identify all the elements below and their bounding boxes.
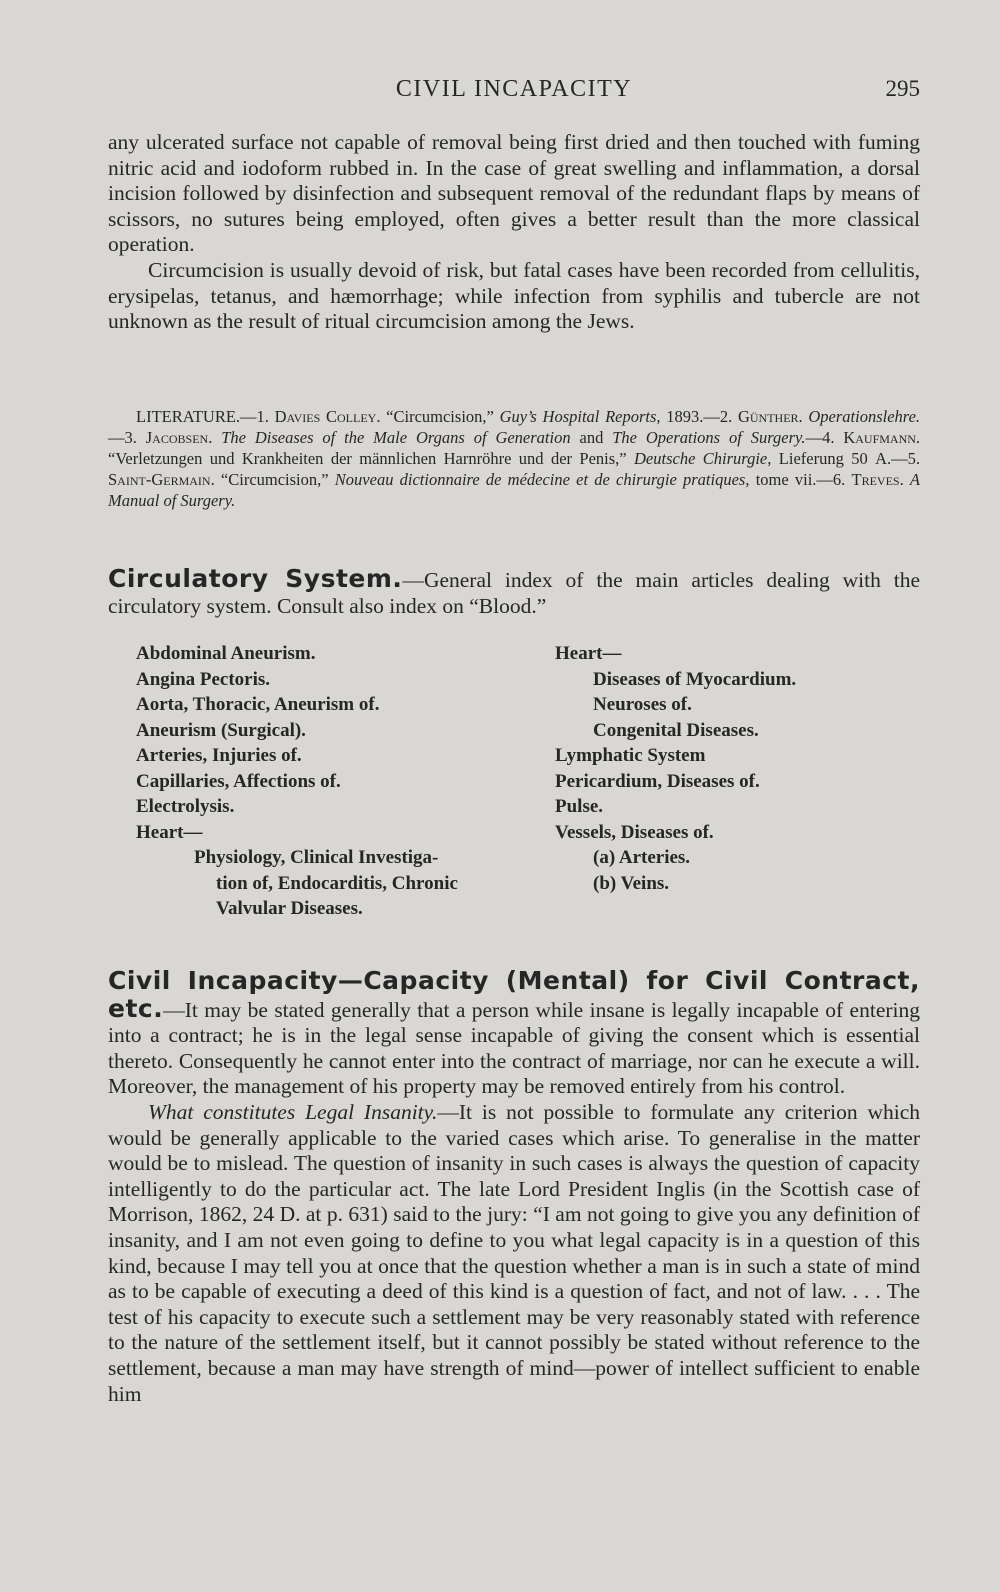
- section-intro-text: —General index of the main articles dealing with the circulatory system. Consult also index on “Blood.”: [108, 568, 920, 618]
- civil-incapacity-section: [108, 968, 920, 1407]
- author: Kaufmann.: [843, 428, 921, 447]
- journal-title: The Diseases of the Male Organs of Generation: [221, 428, 571, 447]
- journal-title: Deutsche Chirurgie,: [634, 449, 772, 468]
- reference-text: —3.: [108, 428, 137, 447]
- reference-text: “Circumcision,”: [220, 470, 329, 489]
- subsection-heading: What constitutes Legal Insanity.: [148, 1099, 438, 1124]
- index-item: Vessels, Diseases of.: [555, 821, 714, 843]
- reference-text: A.: [875, 449, 892, 468]
- running-title: CIVIL INCAPACITY: [395, 76, 633, 102]
- reference-text: —5.: [891, 449, 921, 468]
- circulatory-intro: [108, 566, 920, 619]
- index-item: Capillaries, Affections of.: [136, 770, 341, 792]
- journal-title: Guy’s Hospital Reports,: [499, 407, 661, 426]
- literature-label: LITERATURE.—1.: [136, 407, 269, 426]
- reference-text: “Verletzungen und Krankheiten der männlichen Harnröhre und der Penis,”: [108, 449, 627, 468]
- journal-title: The Operations of Surgery.: [612, 428, 806, 447]
- author: Treves.: [851, 470, 904, 489]
- reference-text: 1893.—2.: [666, 407, 733, 426]
- page-number: 295: [885, 76, 920, 101]
- reference-text: “Circumcision,”: [386, 407, 494, 426]
- index-subitem: Congenital Diseases.: [593, 719, 759, 741]
- index-item: Arteries, Injuries of.: [136, 745, 302, 766]
- circulatory-index-right: [555, 641, 796, 896]
- running-head: [108, 76, 920, 110]
- section-heading: Civil Incapacity—Capacity (Mental) for Civil Contract, etc.: [108, 966, 920, 1023]
- paragraph: —It may be stated generally that a person while insane is legally incapable of entering into a contract; he is in the legal sense incapable of giving the consent which is essential thereto. Consequently he cannot enter into the contract of marriage, nor can he execute a will. Moreover, the management of his property may be removed entirely from his control.: [108, 997, 920, 1099]
- literature-references: [108, 406, 920, 511]
- index-subitem: Neuroses of.: [593, 694, 692, 715]
- index-item: Pericardium, Diseases of.: [555, 770, 760, 792]
- circumcision-text: [108, 130, 920, 335]
- index-subitem: (a) Arteries.: [593, 847, 691, 868]
- author: Günther.: [737, 407, 803, 426]
- index-item: Abdominal Aneurism.: [136, 643, 316, 664]
- author: Jacobsen.: [145, 428, 213, 447]
- index-item: Aneurism (Surgical).: [136, 719, 306, 741]
- index-item: Pulse.: [555, 796, 604, 817]
- author: Davies Colley.: [274, 407, 381, 426]
- index-subitem: Diseases of Myocardium.: [593, 668, 797, 690]
- paragraph: Circumcision is usually devoid of risk, but fatal cases have been recorded from cellulitis, erysipelas, tetanus, and hæmorrhage; while infection from syphilis and tubercle are not unknown as the result of ritual circumcision among the Jews.: [108, 257, 920, 334]
- journal-title: A Manual of Surgery.: [108, 470, 921, 510]
- section-heading: Circulatory System.: [108, 564, 403, 593]
- reference-text: —4.: [805, 428, 835, 447]
- index-item: Heart—: [555, 643, 622, 664]
- reference-text: Lieferung 50: [778, 449, 868, 468]
- index-subitem: (b) Veins.: [593, 872, 670, 894]
- circulatory-index-left: [136, 641, 458, 922]
- index-item: Aorta, Thoracic, Aneurism of.: [136, 694, 380, 715]
- index-subitem: Valvular Diseases.: [216, 898, 363, 919]
- paragraph: any ulcerated surface not capable of removal being first dried and then touched with fuming nitric acid and iodoform rubbed in. In the case of great swelling and inflammation, a dorsal incision followed by disinfection and subsequent removal of the redundant flaps by means of scissors, no sutures being employed, often gives a better result than the more classical operation.: [108, 130, 920, 257]
- reference-text: and: [579, 428, 604, 447]
- author: Saint-Germain.: [108, 470, 215, 489]
- journal-title: Operationslehre.: [808, 407, 921, 426]
- index-subitem: Physiology, Clinical Investiga-: [194, 847, 439, 868]
- index-item: Electrolysis.: [136, 796, 235, 817]
- paragraph: —It is not possible to formulate any criterion which would be generally applicable to the varied cases which arise. To generalise in the matter would be to mislead. The question of insanity in such cases is always the question of capacity intelligently to do the particular act. The late Lord President Inglis (in the Scottish case of Morrison, 1862, 24 D. at p. 631) said to the jury: “I am not going to give you any definition of insanity, and I am not even going to define to you what legal capacity is in a question of this kind, because I may tell you at once that the question whether a man is in such a state of mind as to be capable of executing a deed of this kind is a question of fact, and not of law. . . . The test of his capacity to execute such a settlement may be very reasonably stated with reference to the nature of the settlement itself, but it cannot possibly be stated without reference to the settlement, because a man may have strength of mind—power of intellect sufficient to enable him: [108, 1099, 920, 1406]
- index-item: Angina Pectoris.: [136, 668, 271, 690]
- index-item: Lymphatic System: [555, 745, 706, 766]
- reference-text: tome vii.—6.: [755, 470, 846, 489]
- index-item: Heart—: [136, 821, 203, 843]
- journal-title: Nouveau dictionnaire de médecine et de chirurgie pratiques,: [334, 470, 750, 489]
- index-subitem: tion of, Endocarditis, Chronic: [216, 872, 458, 894]
